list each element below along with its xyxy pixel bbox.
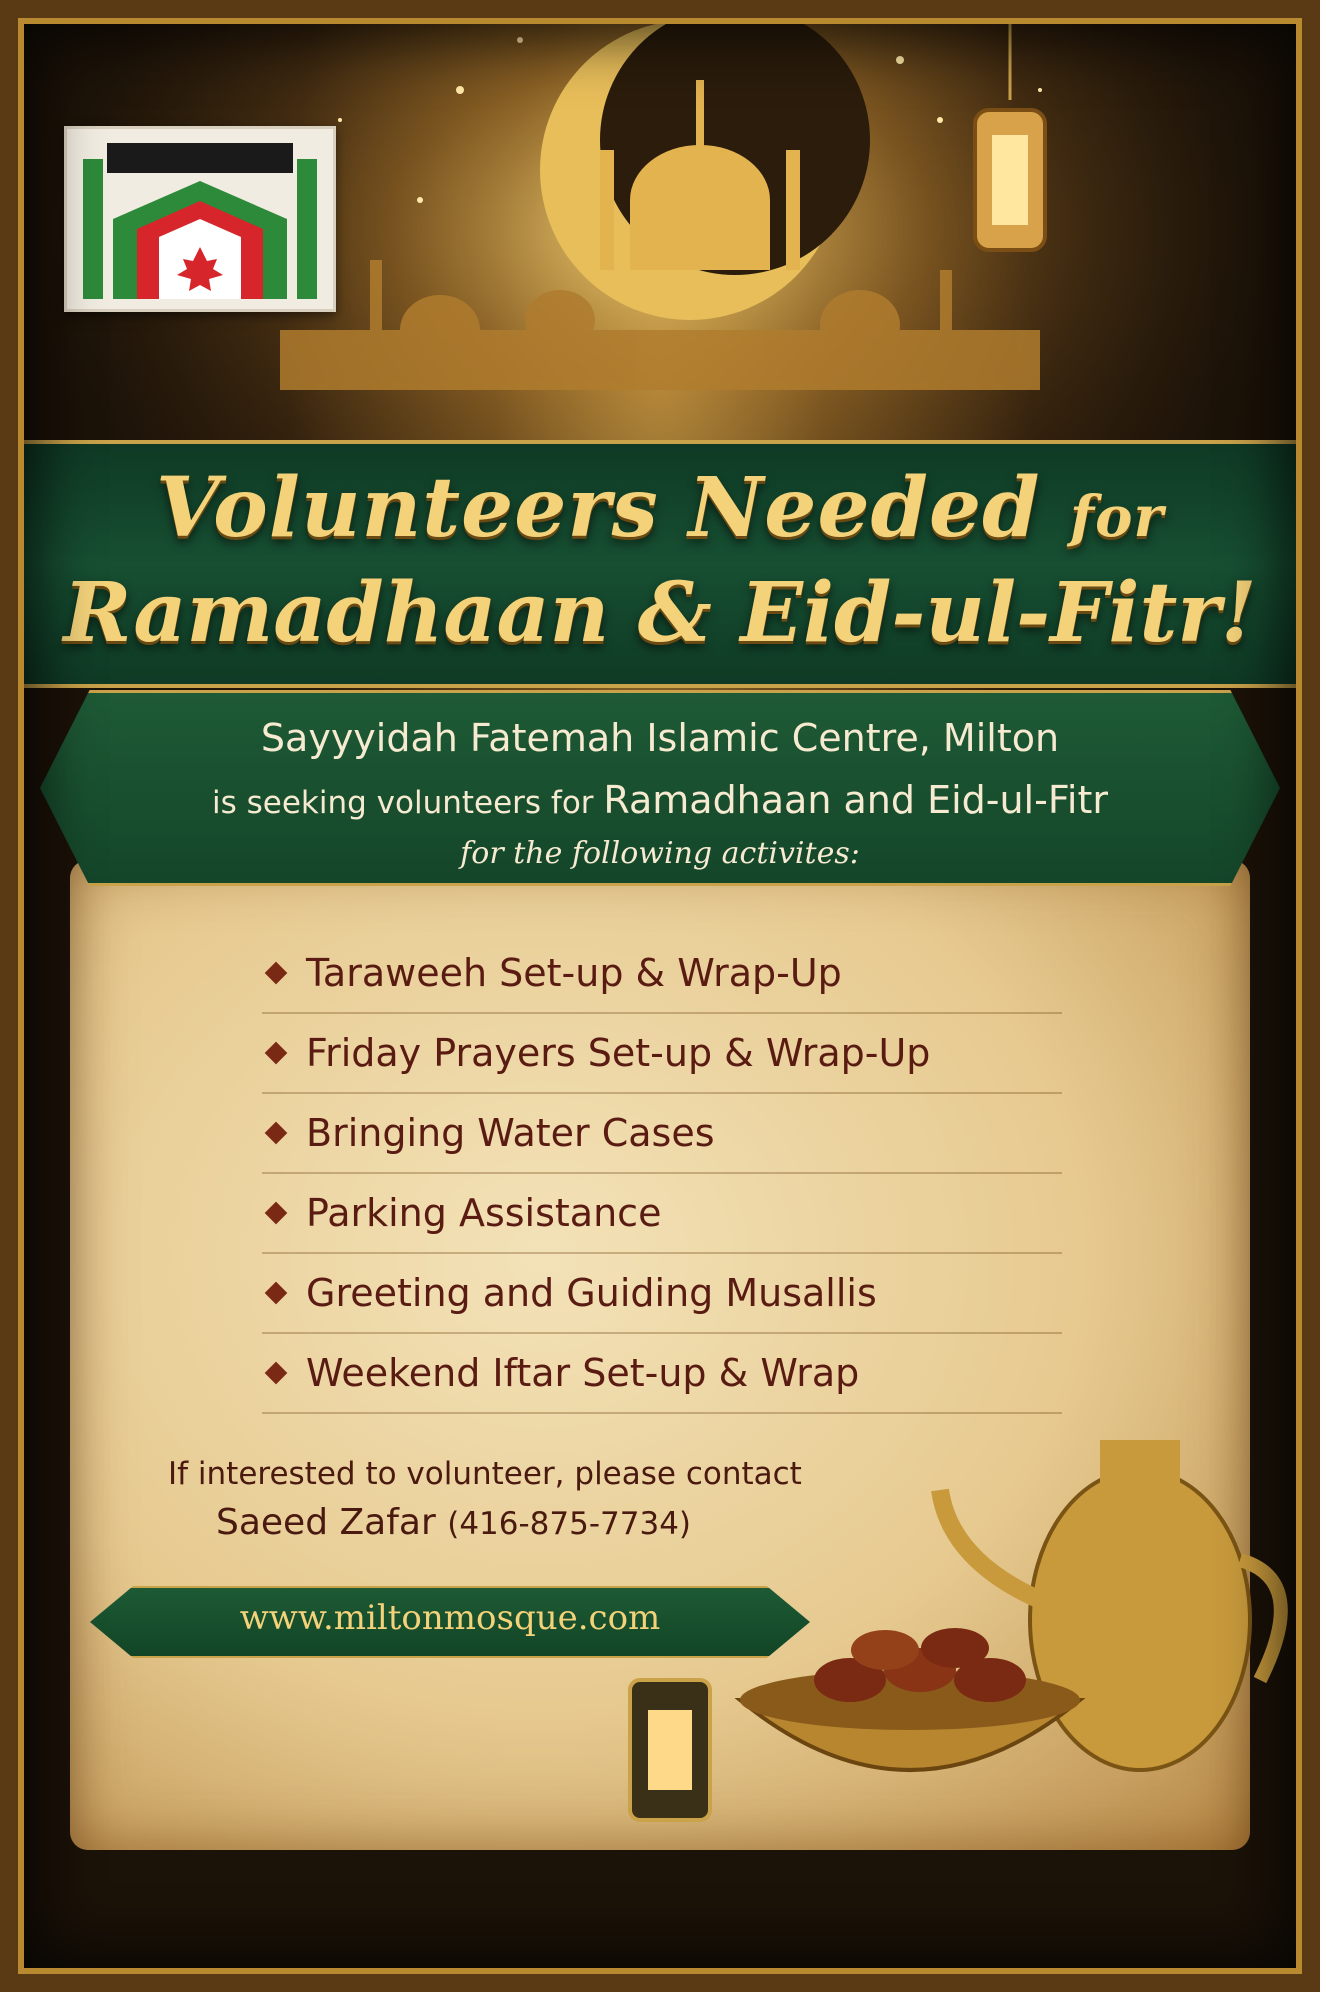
dates-and-teapot-illustration	[620, 1380, 1300, 1980]
diamond-bullet-icon	[265, 1122, 288, 1145]
activity-label: Friday Prayers Set-up & Wrap-Up	[306, 1031, 931, 1075]
activity-label: Bringing Water Cases	[306, 1111, 715, 1155]
list-item	[262, 934, 1062, 1014]
subtitle-occasion: Ramadhaan and Eid-ul-Fitr	[603, 778, 1109, 822]
contact-name: Saeed Zafar	[216, 1502, 436, 1543]
activity-label: Greeting and Guiding Musallis	[306, 1271, 877, 1315]
mosque-logo	[64, 126, 336, 312]
subtitle-seeking	[0, 778, 1320, 822]
title-line-2: Ramadhaan & Eid-ul-Fitr!	[63, 565, 1257, 661]
centre-name: Sayyyidah Fatemah Islamic Centre, Milton	[260, 716, 1060, 760]
list-item	[262, 1174, 1062, 1254]
activity-label: Weekend Iftar Set-up & Wrap	[306, 1351, 860, 1395]
dates-bowl-icon	[740, 1628, 1080, 1770]
activity-label: Taraweeh Set-up & Wrap-Up	[306, 951, 842, 995]
floor-lantern-icon	[630, 1680, 710, 1820]
website-link[interactable]: www.miltonmosque.com	[239, 1598, 661, 1638]
diamond-bullet-icon	[265, 962, 288, 985]
title-line-1	[0, 460, 1320, 556]
diamond-bullet-icon	[265, 1202, 288, 1225]
activities-list	[262, 934, 1062, 1414]
subtitle-activities-intro: for the following activites:	[460, 836, 860, 871]
subtitle-seeking-text: is seeking volunteers for	[211, 785, 594, 821]
activity-label: Parking Assistance	[306, 1191, 662, 1235]
list-item	[262, 1094, 1062, 1174]
contact-intro: If interested to volunteer, please contact	[168, 1456, 802, 1492]
list-item	[262, 1014, 1062, 1094]
diamond-bullet-icon	[265, 1042, 288, 1065]
contact-phone[interactable]: (416-875-7734)	[447, 1506, 692, 1542]
diamond-bullet-icon	[265, 1362, 288, 1385]
title-for: for	[1070, 484, 1164, 550]
list-item	[262, 1254, 1062, 1334]
diamond-bullet-icon	[265, 1282, 288, 1305]
title-volunteers-needed: Volunteers Needed	[156, 460, 1041, 556]
